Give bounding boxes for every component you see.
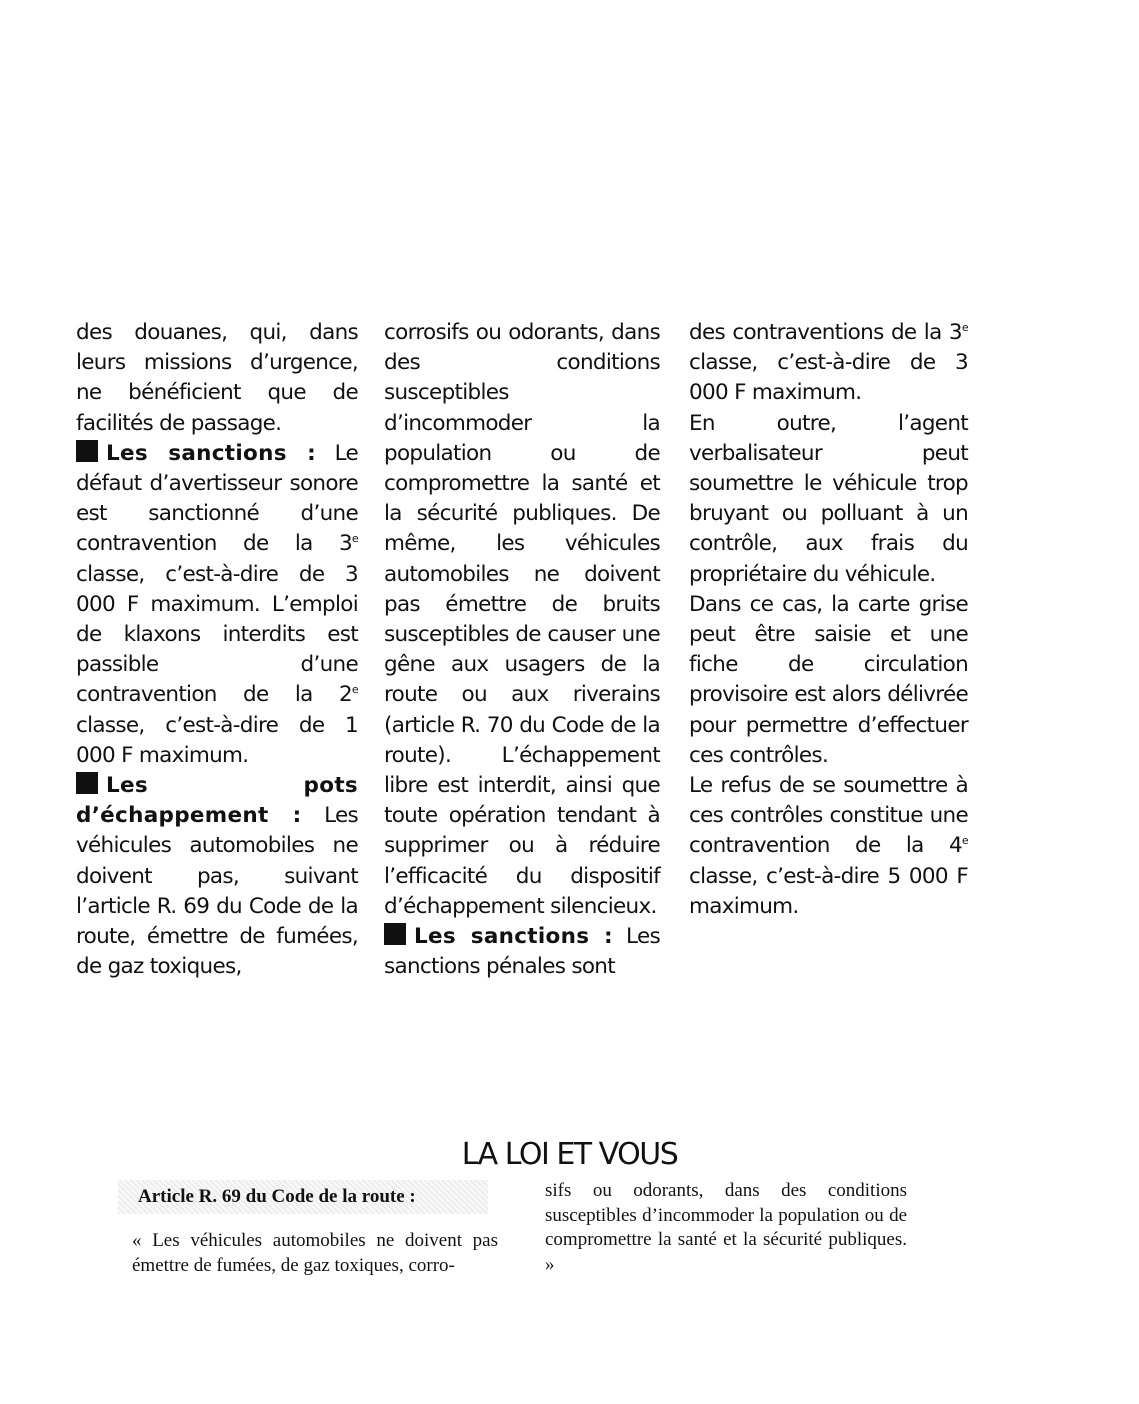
- section-text: Les véhicules automobiles ne doivent pas, suivant l’article R. 69 du Code de la route, émettre de fumées, de gaz toxiques,: [76, 803, 358, 980]
- text: Le refus de se soumettre à ces contrôles constitue une contravention de la 4: [689, 773, 968, 859]
- paragraph: des douanes, qui, dans leurs missions d’urgence, ne bénéficient que de facilités de passage.: [76, 320, 358, 436]
- quote-left: [132, 1229, 498, 1278]
- text-column-2: [384, 318, 660, 982]
- text-column-1: [76, 318, 358, 982]
- square-bullet-icon: [384, 923, 406, 945]
- superscript: e: [351, 683, 358, 697]
- section-text: Les sanctions pénales sont: [384, 924, 660, 980]
- paragraph: [689, 318, 968, 409]
- text: des contraventions de la 3: [689, 320, 962, 345]
- paragraph: En outre, l’agent verbalisateur peut soumettre le véhicule trop bruyant ou polluant à un contrôle, aux frais du propriétaire du véhicule.: [689, 410, 968, 587]
- paragraph: Dans ce cas, la carte grise peut être saisie et une fiche de circulation provisoire est alors délivrée pour permettre d’effectuer ces contrôles.: [689, 591, 968, 768]
- superscript: e: [961, 834, 968, 848]
- section-lead: Les sanctions :: [106, 440, 316, 466]
- text: classe, c’est-à-dire de 3 000 F maximum.: [689, 350, 968, 406]
- section-text: Le défaut d’avertisseur sonore est sanctionné d’une contravention de la 3: [76, 440, 358, 557]
- superscript: e: [961, 321, 968, 334]
- section-text: classe, c’est-à-dire de 1 000 F maximum.: [76, 712, 358, 768]
- section-text: classe, c’est-à-dire de 3 000 F maximum. L’emploi de klaxons interdits est passible d’une contravention de la 2: [76, 561, 358, 708]
- section-lead: Les pots d’échappement :: [76, 773, 358, 829]
- square-bullet-icon: [76, 440, 98, 462]
- paragraph: [689, 771, 968, 922]
- paragraph: corrosifs ou odorants, dans des conditions susceptibles d’incommoder la population ou de compromettre la santé et la sécurité publiques. De même, les véhicules automobiles ne doivent pas émettre de bruits susceptibles de causer une gêne aux usagers de la route ou aux riverains (article R. 70 du Code de la route). L’échappement libre est interdit, ainsi que toute opération tendant à supprimer ou à réduire l’efficacité du dispositif d’échappement silencieux.: [384, 320, 660, 919]
- superscript: e: [351, 532, 358, 546]
- text-column-3: [689, 318, 968, 922]
- paragraph-sanctions: [76, 439, 358, 771]
- paragraph-sanctions: [384, 922, 660, 982]
- box-title: LA LOI ET VOUS: [461, 1137, 678, 1172]
- quote-text: « Les véhicules automobiles ne doivent pas émettre de fumées, de gaz toxiques, corro-: [132, 1230, 498, 1276]
- quote-text: sifs ou odorants, dans des conditions susceptibles d’incommoder la population ou de compromettre la santé et la sécurité publiques. »: [545, 1180, 907, 1275]
- quote-right: [545, 1179, 907, 1277]
- article-heading: Article R. 69 du Code de la route :: [138, 1186, 416, 1207]
- section-lead: Les sanctions :: [414, 924, 613, 950]
- text: classe, c’est-à-dire 5 000 F maximum.: [689, 863, 968, 919]
- square-bullet-icon: [76, 772, 98, 794]
- paragraph-pots: [76, 771, 358, 982]
- article-heading-band: [118, 1180, 488, 1214]
